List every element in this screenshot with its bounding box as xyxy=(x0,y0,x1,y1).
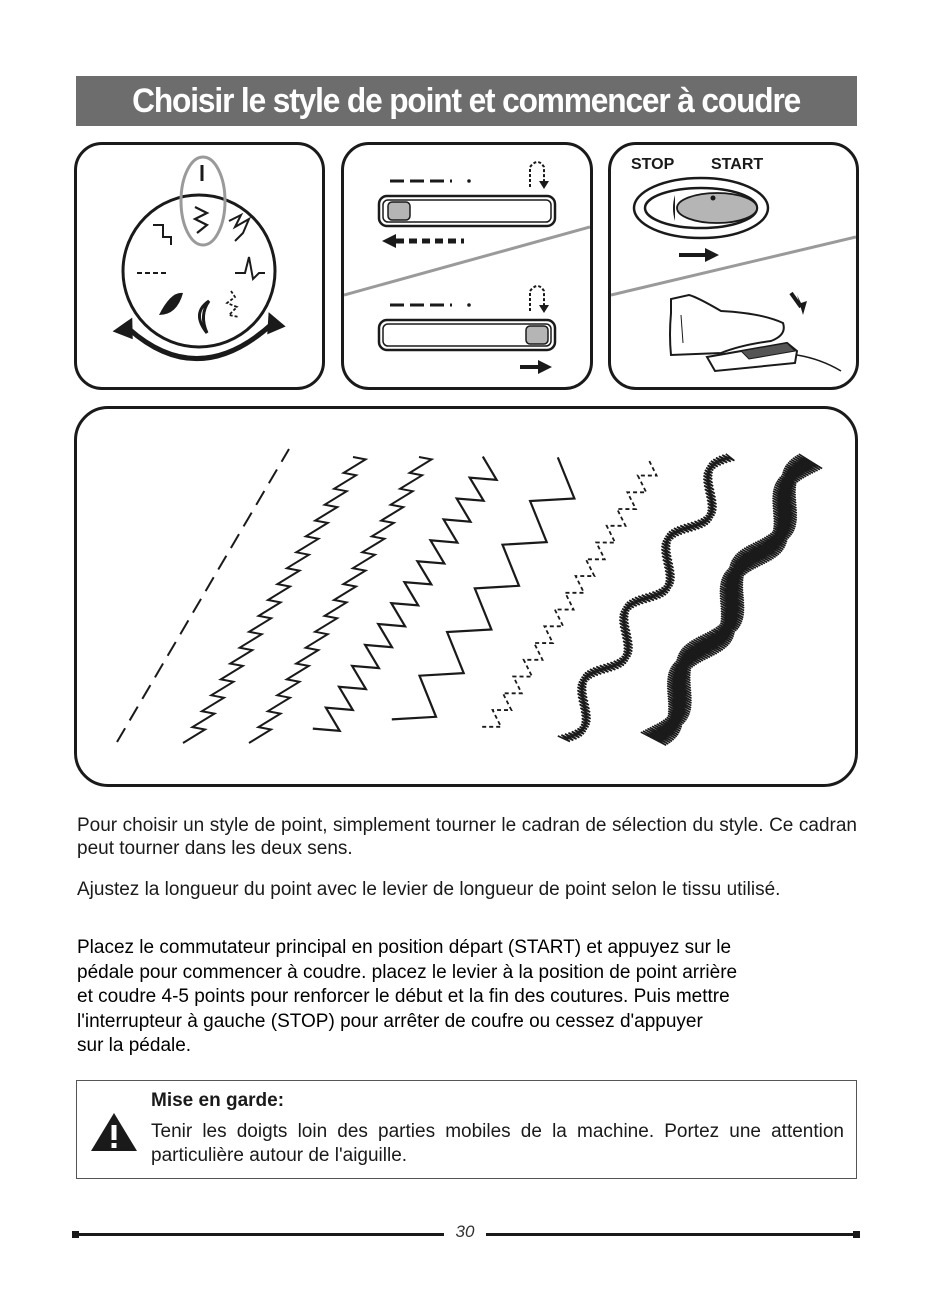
caution-text: Tenir les doigts loin des parties mobiles de la machine. Portez une attention particulière autour de l'aiguille. xyxy=(151,1121,844,1166)
zigzag-stitch-symbol xyxy=(195,207,207,233)
stitch-patterns-illustration xyxy=(77,409,855,784)
power-switch-button[interactable] xyxy=(677,193,757,223)
stop-label: STOP xyxy=(631,156,675,173)
blind-hem-stitch-symbol xyxy=(235,257,265,279)
lightning-stitch-symbol xyxy=(227,291,239,317)
paragraph-start-sewing xyxy=(77,936,857,1059)
paragraph-stitch-length: Ajustez la longueur du point avec le levier de longueur de point selon le tissu utilisé. xyxy=(77,879,781,900)
lever-knob-right xyxy=(526,326,548,344)
switch-right-arrow-icon xyxy=(705,248,719,262)
stitch-dial-illustration xyxy=(77,145,322,387)
crescent-stitch-symbol xyxy=(199,301,209,333)
multi-zigzag-stitch-symbol xyxy=(229,215,249,241)
zigzag-stitch-line xyxy=(313,457,497,731)
switch-indicator-dot xyxy=(711,196,716,201)
straight-stitch-line xyxy=(117,449,289,742)
step-stitch-symbol xyxy=(153,225,171,245)
leaf-stitch-symbol xyxy=(159,293,183,315)
page-title xyxy=(76,76,857,126)
stitch-length-dot-2 xyxy=(467,303,471,307)
warning-triangle-icon xyxy=(89,1111,139,1153)
stitch-length-dot xyxy=(467,179,471,183)
switch-pedal-illustration xyxy=(611,145,856,387)
satin-wave-stitch-line xyxy=(641,454,822,745)
panel-divider-line-2 xyxy=(611,237,856,295)
reverse-stitch-arrow-icon-2 xyxy=(539,305,549,313)
footer-left-rule xyxy=(76,1233,444,1236)
rotate-left-arrowhead-icon xyxy=(113,318,143,347)
power-switch-pedal-panel xyxy=(608,142,859,390)
stitch-lever-illustration xyxy=(344,145,590,387)
footer-right-dot xyxy=(853,1231,860,1238)
caution-box xyxy=(76,1080,857,1179)
start-sewing-line: Placez le commutateur principal en position départ (START) et appuyez sur le xyxy=(77,937,732,958)
start-sewing-line: l'interrupteur à gauche (STOP) pour arrêter de coufre ou cessez d'appuyer xyxy=(77,1010,703,1032)
panel-divider-line xyxy=(344,227,590,295)
reverse-stitch-arrow-icon xyxy=(539,181,549,189)
caution-title: Mise en garde: xyxy=(151,1090,285,1111)
start-label: START xyxy=(711,156,764,173)
start-sewing-line: sur la pédale. xyxy=(77,1035,192,1056)
page-title-text: Choisir le style de point et commencer à coudre xyxy=(132,81,801,120)
left-arrow-icon xyxy=(382,234,396,248)
scallop-stitch-line xyxy=(558,454,735,742)
wide-zigzag-stitch-line xyxy=(392,457,575,719)
stitch-selector-dial-panel xyxy=(74,142,325,390)
start-sewing-line: pédale pour commencer à coudre. placez le levier à la position de point arrière xyxy=(77,961,738,983)
page-number: 30 xyxy=(455,1222,475,1241)
paragraph-choose-stitch: Pour choisir un style de point, simplement tourner le cadran de sélection du style. Ce cadran peut tourner dans les deux sens. xyxy=(77,815,857,859)
rotate-right-arrowhead-icon xyxy=(259,312,288,340)
right-arrow-icon xyxy=(538,360,552,374)
step-zigzag-stitch-line xyxy=(249,457,432,743)
stitch-length-lever-panel xyxy=(341,142,593,390)
footer-right-rule xyxy=(486,1233,856,1236)
pedal-cord xyxy=(797,355,841,371)
start-sewing-line: et coudre 4-5 points pour renforcer le début et la fin des coutures. Puis mettre xyxy=(77,986,730,1007)
stitch-patterns-panel xyxy=(74,406,858,787)
lever-knob-left xyxy=(388,202,410,220)
